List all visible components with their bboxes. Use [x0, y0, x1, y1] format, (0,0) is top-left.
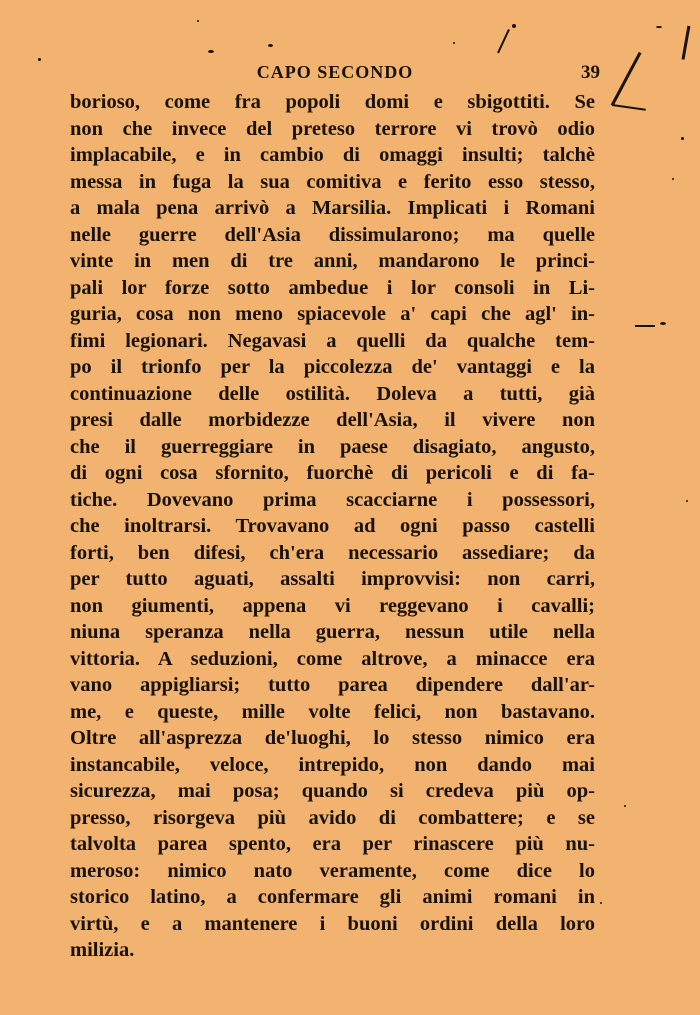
text-line: guria, cosa non meno spiacevole a' capi che agl' in- [70, 303, 595, 325]
text-line: vano appigliarsi; tutto parea dipendere dall'ar- [70, 674, 595, 696]
ink-scratch [612, 104, 646, 111]
text-line: niuna speranza nella guerra, nessun utile nella [70, 621, 595, 643]
text-line: me, e queste, mille volte felici, non bastavano. [70, 700, 595, 723]
ink-speck [453, 42, 455, 44]
text-line: storico latino, a confermare gli animi romani in [70, 886, 595, 908]
text-line: tiche. Dovevano prima scacciarne i possessori, [70, 488, 595, 511]
text-line: forti, ben difesi, ch'era necessario assediare; da [70, 541, 595, 564]
ink-speck [686, 500, 688, 502]
running-title: CAPO SECONDO [256, 62, 414, 82]
ink-scratch [611, 52, 642, 106]
ink-speck [197, 20, 199, 22]
page-number: 39 [581, 62, 600, 83]
ink-speck [512, 24, 516, 28]
text-line: instancabile, veloce, intrepido, non dando mai [70, 753, 595, 776]
text-line: a mala pena arrivò a Marsilia. Implicati i Romani [70, 197, 595, 219]
text-line: pali lor forze sotto ambedue i lor consoli in Li- [70, 276, 595, 299]
text-line: fimi legionari. Negavasi a quelli da qualche tem- [70, 329, 595, 352]
text-line: borioso, come fra popoli domi e sbigottiti. Se [70, 91, 595, 113]
text-line: che il guerreggiare in paese disagiato, angusto, [70, 435, 595, 458]
text-line: sicurezza, mai posa; quando si credeva più op- [70, 780, 595, 802]
ink-speck [38, 58, 41, 61]
text-line: continuazione delle ostilità. Doleva a tutti, già [70, 382, 595, 405]
ink-scratch [682, 26, 691, 60]
ink-speck [672, 178, 674, 180]
text-line: po il trionfo per la piccolezza de' vantaggi e la [70, 356, 595, 378]
text-line: non giumenti, appena vi reggevano i cavalli; [70, 594, 595, 617]
ink-speck [660, 322, 666, 325]
ink-speck [268, 44, 273, 47]
running-head [70, 62, 600, 90]
text-line: di ogni cosa sfornito, fuorchè di pericoli e di fa- [70, 462, 595, 484]
text-line: non che invece del preteso terrore vi trovò odio [70, 117, 595, 140]
text-line: milizia. [70, 939, 135, 961]
body-text [70, 89, 595, 964]
text-line: per tutto aguati, assalti improvvisi: non carri, [70, 568, 595, 590]
text-line: messa in fuga la sua comitiva e ferito esso stesso, [70, 170, 595, 193]
ink-scratch [497, 29, 510, 53]
text-line: implacabile, e in cambio di omaggi insulti; talchè [70, 144, 595, 166]
ink-speck [208, 50, 214, 53]
ink-speck [656, 26, 662, 28]
text-line: vittoria. A seduzioni, come altrove, a minacce era [70, 647, 595, 670]
text-line: Oltre all'asprezza de'luoghi, lo stesso nimico era [70, 727, 595, 749]
text-line: presso, risorgeva più avido di combattere; e se [70, 806, 595, 829]
text-line: talvolta parea spento, era per rinascere più nu- [70, 833, 595, 855]
text-line: vinte in men di tre anni, mandarono le princi- [70, 250, 595, 272]
text-line: virtù, e a mantenere i buoni ordini della loro [70, 912, 595, 935]
ink-speck [681, 137, 684, 140]
text-line: meroso: nimico nato veramente, come dice lo [70, 859, 595, 882]
ink-scratch [635, 325, 655, 327]
ink-speck [624, 805, 626, 807]
text-line: presi dalle morbidezze dell'Asia, il vivere non [70, 409, 595, 431]
text-line: nelle guerre dell'Asia dissimularono; ma quelle [70, 223, 595, 246]
ink-speck [600, 902, 602, 904]
text-line: che inoltrarsi. Trovavano ad ogni passo castelli [70, 515, 595, 537]
